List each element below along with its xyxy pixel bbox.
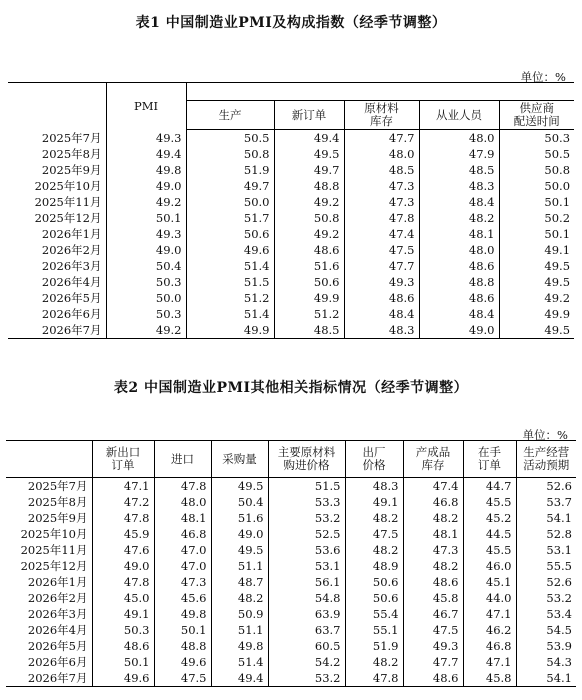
table-cell: 49.6 xyxy=(154,654,211,670)
table-cell: 47.0 xyxy=(154,558,211,574)
table-cell: 47.0 xyxy=(154,542,211,558)
table-row xyxy=(8,226,574,242)
table-row xyxy=(6,606,576,622)
row-month: 2025年8月 xyxy=(41,146,102,161)
table1-header-employment: 从业人员 xyxy=(419,101,499,130)
table-cell: 49.1 xyxy=(499,242,574,258)
table-cell: 49.7 xyxy=(274,162,344,178)
table-cell: 48.2 xyxy=(211,590,268,606)
table2-header-purchase-quantity: 采购量 xyxy=(211,441,268,478)
table-cell: 51.9 xyxy=(186,162,274,178)
row-month: 2026年1月 xyxy=(41,226,102,241)
row-month: 2025年11月 xyxy=(20,543,88,557)
table-cell: 48.1 xyxy=(154,510,211,526)
table-cell: 48.7 xyxy=(211,574,268,590)
table-cell: 49.2 xyxy=(106,322,186,339)
table1-header-supplier-delivery: 供应商 配送时间 xyxy=(499,101,574,130)
table-cell: 53.2 xyxy=(516,590,576,606)
table-cell: 49.0 xyxy=(211,526,268,542)
table-cell: 49.4 xyxy=(274,130,344,146)
table-cell: 48.2 xyxy=(345,654,403,670)
table-cell: 53.1 xyxy=(516,542,576,558)
table-cell: 47.5 xyxy=(403,622,463,638)
table-cell: 50.4 xyxy=(106,258,186,274)
table-cell: 47.7 xyxy=(344,130,419,146)
table-cell: 45.2 xyxy=(463,510,516,526)
row-month: 2026年1月 xyxy=(27,575,88,589)
table-cell: 45.0 xyxy=(92,590,154,606)
table-cell: 49.7 xyxy=(186,178,274,194)
row-month: 2025年10月 xyxy=(20,527,88,541)
table-cell: 49.1 xyxy=(92,606,154,622)
table-row xyxy=(8,274,574,290)
table-cell: 48.8 xyxy=(419,274,499,290)
table-cell: 46.8 xyxy=(154,526,211,542)
table-cell: 49.6 xyxy=(186,242,274,258)
table-cell: 50.2 xyxy=(499,210,574,226)
table-row xyxy=(8,162,574,178)
table-row xyxy=(6,478,576,495)
table-cell: 49.3 xyxy=(403,638,463,654)
table-cell: 53.3 xyxy=(268,494,345,510)
table-cell: 50.5 xyxy=(186,130,274,146)
table-row xyxy=(6,494,576,510)
table-row xyxy=(8,322,574,339)
row-month: 2026年3月 xyxy=(41,258,102,273)
table-cell: 45.5 xyxy=(463,542,516,558)
table2-header-new-export-orders: 新出口 订单 xyxy=(92,441,154,478)
table-cell: 50.6 xyxy=(345,574,403,590)
row-month: 2025年8月 xyxy=(27,495,88,509)
table-row xyxy=(6,542,576,558)
table-cell: 44.5 xyxy=(463,526,516,542)
table-cell: 49.1 xyxy=(345,494,403,510)
table-cell: 52.8 xyxy=(516,526,576,542)
table-cell: 45.8 xyxy=(463,670,516,687)
table-cell: 47.3 xyxy=(344,194,419,210)
table-cell: 46.8 xyxy=(463,638,516,654)
table-cell: 47.4 xyxy=(344,226,419,242)
row-month: 2025年12月 xyxy=(20,559,88,573)
table-cell: 49.5 xyxy=(499,274,574,290)
table-cell: 51.4 xyxy=(186,306,274,322)
table2-header-input-prices: 主要原材料 购进价格 xyxy=(268,441,345,478)
table-cell: 45.8 xyxy=(403,590,463,606)
table-cell: 47.5 xyxy=(344,242,419,258)
row-month: 2025年12月 xyxy=(34,210,102,225)
table-cell: 50.0 xyxy=(499,178,574,194)
table-row xyxy=(8,178,574,194)
row-month: 2026年2月 xyxy=(27,591,88,605)
row-month: 2025年10月 xyxy=(34,178,102,193)
table-cell: 53.2 xyxy=(268,510,345,526)
row-month: 2026年4月 xyxy=(41,274,102,289)
table-row xyxy=(8,306,574,322)
table-cell: 53.7 xyxy=(516,494,576,510)
table-cell: 50.8 xyxy=(274,210,344,226)
table-cell: 63.9 xyxy=(268,606,345,622)
table-cell: 49.5 xyxy=(211,478,268,495)
table-cell: 50.0 xyxy=(106,290,186,306)
table-cell: 50.3 xyxy=(499,130,574,146)
table-cell: 50.1 xyxy=(499,226,574,242)
table-row xyxy=(6,510,576,526)
table-cell: 50.5 xyxy=(499,146,574,162)
table-cell: 48.6 xyxy=(274,242,344,258)
table-cell: 49.4 xyxy=(106,146,186,162)
table-cell: 49.3 xyxy=(106,226,186,242)
table-cell: 51.5 xyxy=(186,274,274,290)
table-cell: 49.5 xyxy=(499,258,574,274)
table2-header-backlog-orders: 在手 订单 xyxy=(463,441,516,478)
table-cell: 53.2 xyxy=(268,670,345,687)
table-cell: 51.4 xyxy=(186,258,274,274)
table-cell: 48.6 xyxy=(403,670,463,687)
table-cell: 49.9 xyxy=(186,322,274,339)
table-cell: 50.3 xyxy=(92,622,154,638)
table-cell: 47.1 xyxy=(463,606,516,622)
table-cell: 47.3 xyxy=(403,542,463,558)
row-month: 2025年7月 xyxy=(27,479,88,493)
table-row xyxy=(8,130,574,146)
table-cell: 49.2 xyxy=(106,194,186,210)
table-cell: 51.1 xyxy=(211,558,268,574)
table-row xyxy=(8,194,574,210)
table-cell: 44.7 xyxy=(463,478,516,495)
table-cell: 49.4 xyxy=(211,670,268,687)
table-row xyxy=(8,210,574,226)
table-cell: 51.2 xyxy=(274,306,344,322)
row-month: 2026年4月 xyxy=(27,623,88,637)
table-cell: 48.6 xyxy=(403,574,463,590)
table-cell: 47.8 xyxy=(92,510,154,526)
row-month: 2026年7月 xyxy=(41,322,102,337)
table-cell: 54.1 xyxy=(516,670,576,687)
table-cell: 51.1 xyxy=(211,622,268,638)
table2-unit-label: 单位：% xyxy=(522,428,568,442)
table-cell: 52.6 xyxy=(516,478,576,495)
table-row xyxy=(8,242,574,258)
table-cell: 50.0 xyxy=(186,194,274,210)
table-cell: 50.8 xyxy=(186,146,274,162)
table-cell: 47.7 xyxy=(344,258,419,274)
table-cell: 54.1 xyxy=(516,510,576,526)
row-month: 2025年9月 xyxy=(27,511,88,525)
table-cell: 52.5 xyxy=(268,526,345,542)
table-cell: 48.0 xyxy=(419,130,499,146)
table-cell: 51.6 xyxy=(274,258,344,274)
table1-header-raw-material-inventory: 原材料 库存 xyxy=(344,101,419,130)
table-cell: 51.6 xyxy=(211,510,268,526)
table-cell: 48.6 xyxy=(419,290,499,306)
table-cell: 46.0 xyxy=(463,558,516,574)
row-month: 2026年7月 xyxy=(27,671,88,685)
table1-header-new-orders: 新订单 xyxy=(274,101,344,130)
table-cell: 49.5 xyxy=(274,146,344,162)
table-cell: 54.5 xyxy=(516,622,576,638)
table-cell: 50.3 xyxy=(106,274,186,290)
table-cell: 48.4 xyxy=(344,306,419,322)
table-row xyxy=(8,258,574,274)
table-cell: 48.2 xyxy=(403,510,463,526)
table-cell: 47.9 xyxy=(419,146,499,162)
table-cell: 49.0 xyxy=(106,242,186,258)
table-cell: 55.5 xyxy=(516,558,576,574)
table-cell: 51.2 xyxy=(186,290,274,306)
table-cell: 50.1 xyxy=(92,654,154,670)
table-cell: 48.1 xyxy=(403,526,463,542)
table-cell: 52.6 xyxy=(516,574,576,590)
table-cell: 49.0 xyxy=(106,178,186,194)
table2-month-header xyxy=(6,441,92,478)
table1-unit-label: 单位：% xyxy=(520,70,566,84)
table-cell: 49.8 xyxy=(154,606,211,622)
table-cell: 49.3 xyxy=(106,130,186,146)
table-cell: 56.1 xyxy=(268,574,345,590)
table-cell: 53.6 xyxy=(268,542,345,558)
table-cell: 48.0 xyxy=(154,494,211,510)
table-cell: 53.4 xyxy=(516,606,576,622)
table-cell: 48.2 xyxy=(345,510,403,526)
row-month: 2026年6月 xyxy=(41,306,102,321)
table-cell: 48.9 xyxy=(345,558,403,574)
table-cell: 48.5 xyxy=(419,162,499,178)
row-month: 2025年11月 xyxy=(34,194,102,209)
table-cell: 49.9 xyxy=(274,290,344,306)
table-cell: 47.5 xyxy=(154,670,211,687)
table2-header-imports: 进口 xyxy=(154,441,211,478)
table-cell: 49.2 xyxy=(499,290,574,306)
table1-month-header xyxy=(8,83,106,130)
table-row xyxy=(6,638,576,654)
table-cell: 49.8 xyxy=(211,638,268,654)
table-cell: 54.2 xyxy=(268,654,345,670)
table1-header-production: 生产 xyxy=(186,101,274,130)
table2-header-finished-goods-inventory: 产成品 库存 xyxy=(403,441,463,478)
table-cell: 48.4 xyxy=(419,194,499,210)
table-row xyxy=(6,670,576,687)
table1-title: 表1 中国制造业PMI及构成指数（经季节调整） xyxy=(135,15,447,31)
table-cell: 47.8 xyxy=(154,478,211,495)
table-cell: 50.6 xyxy=(274,274,344,290)
table-cell: 47.4 xyxy=(403,478,463,495)
table-cell: 48.2 xyxy=(403,558,463,574)
row-month: 2026年5月 xyxy=(27,639,88,653)
row-month: 2026年6月 xyxy=(27,655,88,669)
table-cell: 47.6 xyxy=(92,542,154,558)
table-cell: 48.6 xyxy=(419,258,499,274)
table-cell: 48.1 xyxy=(419,226,499,242)
table1-pmi-components xyxy=(8,82,574,339)
table-cell: 51.5 xyxy=(268,478,345,495)
table-cell: 49.2 xyxy=(274,194,344,210)
table-cell: 48.5 xyxy=(274,322,344,339)
table1-header-pmi: PMI xyxy=(106,83,186,130)
table-cell: 51.9 xyxy=(345,638,403,654)
table-cell: 50.4 xyxy=(211,494,268,510)
table-cell: 49.5 xyxy=(211,542,268,558)
table-row xyxy=(6,558,576,574)
table2-title: 表2 中国制造业PMI其他相关指标情况（经季节调整） xyxy=(113,380,469,396)
table-row xyxy=(6,574,576,590)
table-cell: 47.3 xyxy=(154,574,211,590)
table-cell: 47.8 xyxy=(92,574,154,590)
table-cell: 50.3 xyxy=(106,306,186,322)
table-cell: 45.1 xyxy=(463,574,516,590)
table-cell: 48.8 xyxy=(154,638,211,654)
table-cell: 48.2 xyxy=(345,542,403,558)
table-cell: 55.4 xyxy=(345,606,403,622)
table-cell: 53.9 xyxy=(516,638,576,654)
table-cell: 50.1 xyxy=(499,194,574,210)
row-month: 2026年2月 xyxy=(41,242,102,257)
table-cell: 50.6 xyxy=(186,226,274,242)
row-month: 2026年5月 xyxy=(41,290,102,305)
table2-header-output-prices: 出厂 价格 xyxy=(345,441,403,478)
table-cell: 47.1 xyxy=(92,478,154,495)
table-cell: 54.3 xyxy=(516,654,576,670)
table-cell: 46.8 xyxy=(403,494,463,510)
table-cell: 63.7 xyxy=(268,622,345,638)
table-row xyxy=(6,622,576,638)
table-cell: 47.1 xyxy=(463,654,516,670)
table-cell: 49.0 xyxy=(419,322,499,339)
table-cell: 47.3 xyxy=(344,178,419,194)
table-cell: 48.2 xyxy=(419,210,499,226)
table-cell: 51.4 xyxy=(211,654,268,670)
table-cell: 45.5 xyxy=(463,494,516,510)
table-cell: 49.5 xyxy=(499,322,574,339)
table-cell: 45.6 xyxy=(154,590,211,606)
row-month: 2026年3月 xyxy=(27,607,88,621)
table-cell: 47.5 xyxy=(345,526,403,542)
row-month: 2025年7月 xyxy=(41,130,102,145)
table-cell: 46.7 xyxy=(403,606,463,622)
table-row xyxy=(6,526,576,542)
table-cell: 51.7 xyxy=(186,210,274,226)
table-cell: 50.1 xyxy=(154,622,211,638)
table-cell: 48.8 xyxy=(274,178,344,194)
table2-other-indicators xyxy=(6,440,576,687)
table-row xyxy=(8,290,574,306)
table2-header-business-expectations: 生产经营 活动预期 xyxy=(516,441,576,478)
table-cell: 46.2 xyxy=(463,622,516,638)
table-cell: 48.0 xyxy=(344,146,419,162)
table-cell: 48.3 xyxy=(344,322,419,339)
table-cell: 44.0 xyxy=(463,590,516,606)
table1-subheader-spacer xyxy=(186,83,574,101)
table-row xyxy=(6,654,576,670)
table-cell: 47.7 xyxy=(403,654,463,670)
table-cell: 48.0 xyxy=(419,242,499,258)
table-cell: 49.8 xyxy=(106,162,186,178)
table-cell: 50.9 xyxy=(211,606,268,622)
table-cell: 50.8 xyxy=(499,162,574,178)
table-row xyxy=(6,590,576,606)
table-cell: 53.1 xyxy=(268,558,345,574)
table-cell: 49.0 xyxy=(92,558,154,574)
table-cell: 49.2 xyxy=(274,226,344,242)
table-cell: 48.3 xyxy=(345,478,403,495)
table-cell: 48.6 xyxy=(344,290,419,306)
table-cell: 47.8 xyxy=(344,210,419,226)
table-row xyxy=(8,146,574,162)
table-cell: 48.4 xyxy=(419,306,499,322)
table-cell: 55.1 xyxy=(345,622,403,638)
table-cell: 48.5 xyxy=(344,162,419,178)
row-month: 2025年9月 xyxy=(41,162,102,177)
table-cell: 50.1 xyxy=(106,210,186,226)
table-cell: 47.2 xyxy=(92,494,154,510)
table-cell: 47.8 xyxy=(345,670,403,687)
table-cell: 50.6 xyxy=(345,590,403,606)
table-cell: 49.3 xyxy=(344,274,419,290)
table-cell: 45.9 xyxy=(92,526,154,542)
table-cell: 48.3 xyxy=(419,178,499,194)
table-cell: 48.6 xyxy=(92,638,154,654)
table-cell: 54.8 xyxy=(268,590,345,606)
table-cell: 49.9 xyxy=(499,306,574,322)
table-cell: 49.6 xyxy=(92,670,154,687)
table-cell: 60.5 xyxy=(268,638,345,654)
